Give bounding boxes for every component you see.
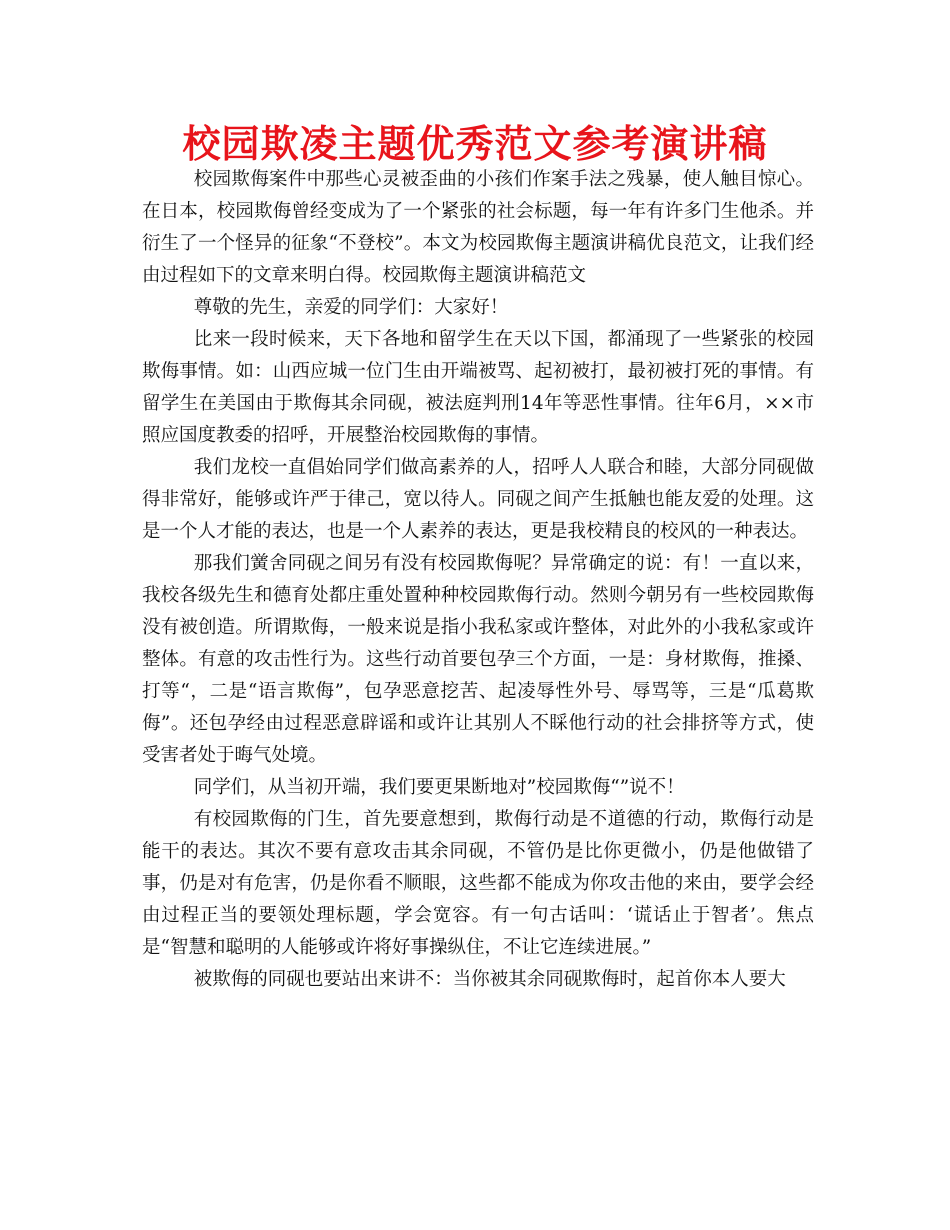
paragraph-recent-incidents: 比来一段时候来，天下各地和留学生在天以下国，都涌现了一些紧张的校园欺侮事情。如：山西应城一位门生由开端被骂、起初被打，最初被打死的事情。有留学生在美国由于欺侮其余同砚，被法庭判刑14年等恶性事情。往年6月，××市照应国度教委的招呼，开展整治校园欺侮的事情。 [142,329,814,446]
paragraph-bullying-definition: 那我们黉舍同砚之间另有没有校园欺侮呢？异常确定的说：有！一直以来，我校各级先生和德育处都庄重处置种种校园欺侮行动。然则今朝另有一些校园欺侮没有被创造。所谓欺侮，一般来说是指小我私家或许整体，对此外的小我私家或许整体。有意的攻击性行为。这些行动首要包孕三个方面，一是：身材欺侮，推搡、打等“，二是“语言欺侮”，包孕恶意挖苦、起凌辱性外号、辱骂等，三是“瓜葛欺侮”。还包孕经由过程恶意辟谣和或许让其别人不睬他行动的社会排挤等方式，使受害者处于晦气处境。 [142,553,814,766]
document-title: 校园欺凌主题优秀范文参考演讲稿 [182,122,768,166]
paragraph-intro: 校园欺侮案件中那些心灵被歪曲的小孩们作案手法之残暴，使人触目惊心。在日本，校园欺侮曾经变成为了一个紧张的社会标题，每一年有许多门生他杀。并衍生了一个怪异的征象“不登校”。本文为校园欺侮主题演讲稿优良范文，让我们经由过程如下的文章来明白得。校园欺侮主题演讲稿范文 [142,169,814,286]
document-body [142,164,814,996]
paragraph-advice-bullies: 有校园欺侮的门生，首先要意想到，欺侮行动是不道德的行动，欺侮行动是能干的表达。其次不要有意攻击其余同砚，不管仍是比你更微小，仍是他做错了事，仍是对有危害，仍是你看不顺眼，这些都不能成为你攻击他的来由，要学会经由过程正当的要领处理标题，学会宽容。有一句古话叫：‘谎话止于智者’。焦点是“智慧和聪明的人能够或许将好事操纵住，不让它连续进展。” [142,809,814,958]
paragraph-greeting: 尊敬的先生，亲爱的同学们：大家好！ [193,297,509,318]
paragraph-school-culture: 我们龙校一直倡始同学们做高素养的人，招呼人人联合和睦，大部分同砚做得非常好，能够或许严于律己，宽以待人。同砚之间产生抵触也能友爱的处理。这是一个人才能的表达，也是一个人素养的表达，更是我校精良的校风的一种表达。 [142,457,814,542]
paragraph-say-no: 同学们，从当初开端，我们要更果断地对”校园欺侮“”说不！ [193,777,685,798]
paragraph-advice-victims: 被欺侮的同砚也要站出来讲不：当你被其余同砚欺侮时，起首你本人要大 [193,969,786,990]
